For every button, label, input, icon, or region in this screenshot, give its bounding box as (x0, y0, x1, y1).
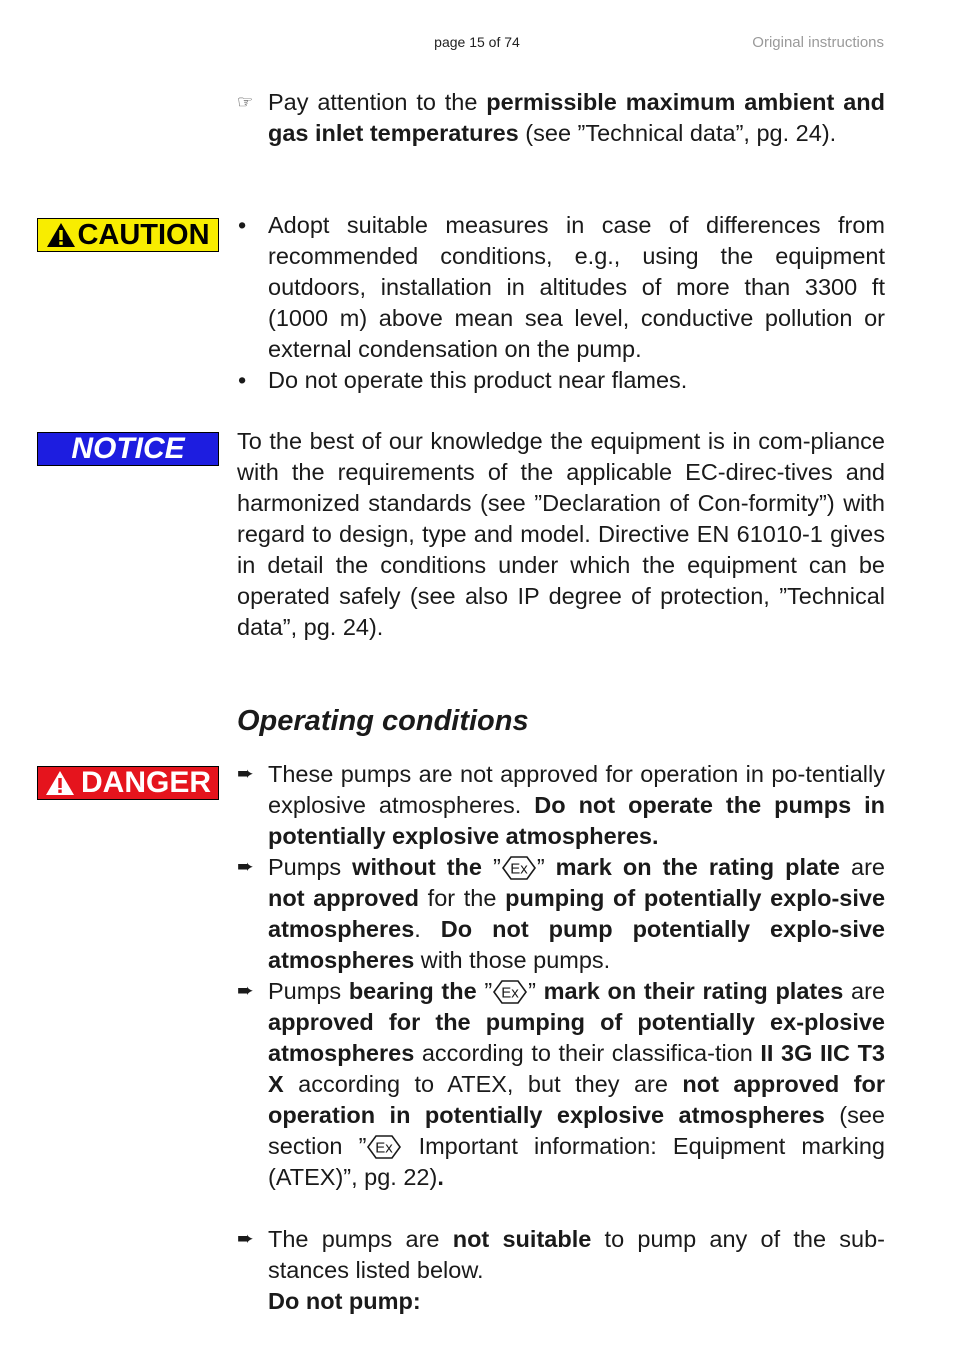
bullet-icon: • (238, 367, 247, 393)
ex-mark-icon (502, 855, 536, 881)
right-arrow-icon: ➨ (237, 856, 254, 878)
section-title: Operating conditions (237, 705, 529, 737)
hint-paragraph: ☞ Pay attention to the permissible maximum ambient and gas inlet temperatures (see ”Technical data”, pg. 24). (237, 89, 885, 146)
ex-mark-icon (493, 979, 527, 1005)
caution-badge: CAUTION (37, 218, 219, 252)
list-item: ➨ Pumps bearing the ” Ex ” mark on their rating plates are approved for the pumping of potentially ex-plosive atmospheres according to their classifica-tion II 3G IIC T3 X according to ATEX, but they are not approved for operation in potentially explosive atmospheres (see section ” Ex Important information: Equipment marking (ATEX)”, pg. 22). (237, 978, 886, 1190)
pointing-hand-icon: ☞ (237, 92, 254, 112)
right-arrow-icon: ➨ (237, 980, 254, 1002)
bullet-icon: • (238, 212, 247, 238)
danger-badge: DANGER (37, 766, 219, 800)
right-arrow-icon: ➨ (237, 1228, 254, 1250)
notice-badge: NOTICE (37, 432, 219, 466)
document-label: Original instructions (752, 34, 884, 51)
right-arrow-icon: ➨ (237, 763, 254, 785)
svg-text:Ex: Ex (501, 984, 519, 1002)
list-item: ➨ The pumps are not suitable to pump any of the sub-stances listed below. Do not pump: (237, 1226, 885, 1314)
list-item: ➨ These pumps are not approved for operation in po-tentially explosive atmospheres. Do not operate the pumps in potentially explosive atmospheres. (237, 761, 886, 849)
svg-text:Ex: Ex (375, 1139, 394, 1157)
caution-list (237, 210, 885, 396)
list-item: • Adopt suitable measures in case of differences from recommended conditions, e.g., using the equipment outdoors, installation in altitudes of more than 3300 ft (1000 m) above mean sea level, conductive pollution or external condensation on the pump. (238, 212, 885, 362)
danger-list (237, 759, 885, 1317)
notice-paragraph: To the best of our knowledge the equipment is in com-pliance with the requirements of the applicable EC-direc-tives and harmonized standards (see ”Declaration of Con-formity”) with regard to design, type and model. Directive EN 61010-1 gives in detail the conditions under which the equipment can be operated safely (see also IP degree of protection, ”Technical data”, pg. 24). (237, 428, 885, 640)
warning-triangle-icon (46, 222, 76, 248)
warning-triangle-icon (45, 770, 75, 796)
ex-mark-icon (367, 1134, 401, 1160)
page-number: page 15 of 74 (434, 34, 520, 50)
list-item: ➨ Pumps without the ” Ex ” mark on the rating plate are not approved for the pumping of potentially explo-sive atmospheres. Do not pump potentially explo-sive atmospheres with those pumps. (237, 854, 886, 973)
list-item: • Do not operate this product near flames. (237, 365, 885, 396)
svg-text:Ex: Ex (510, 860, 528, 878)
